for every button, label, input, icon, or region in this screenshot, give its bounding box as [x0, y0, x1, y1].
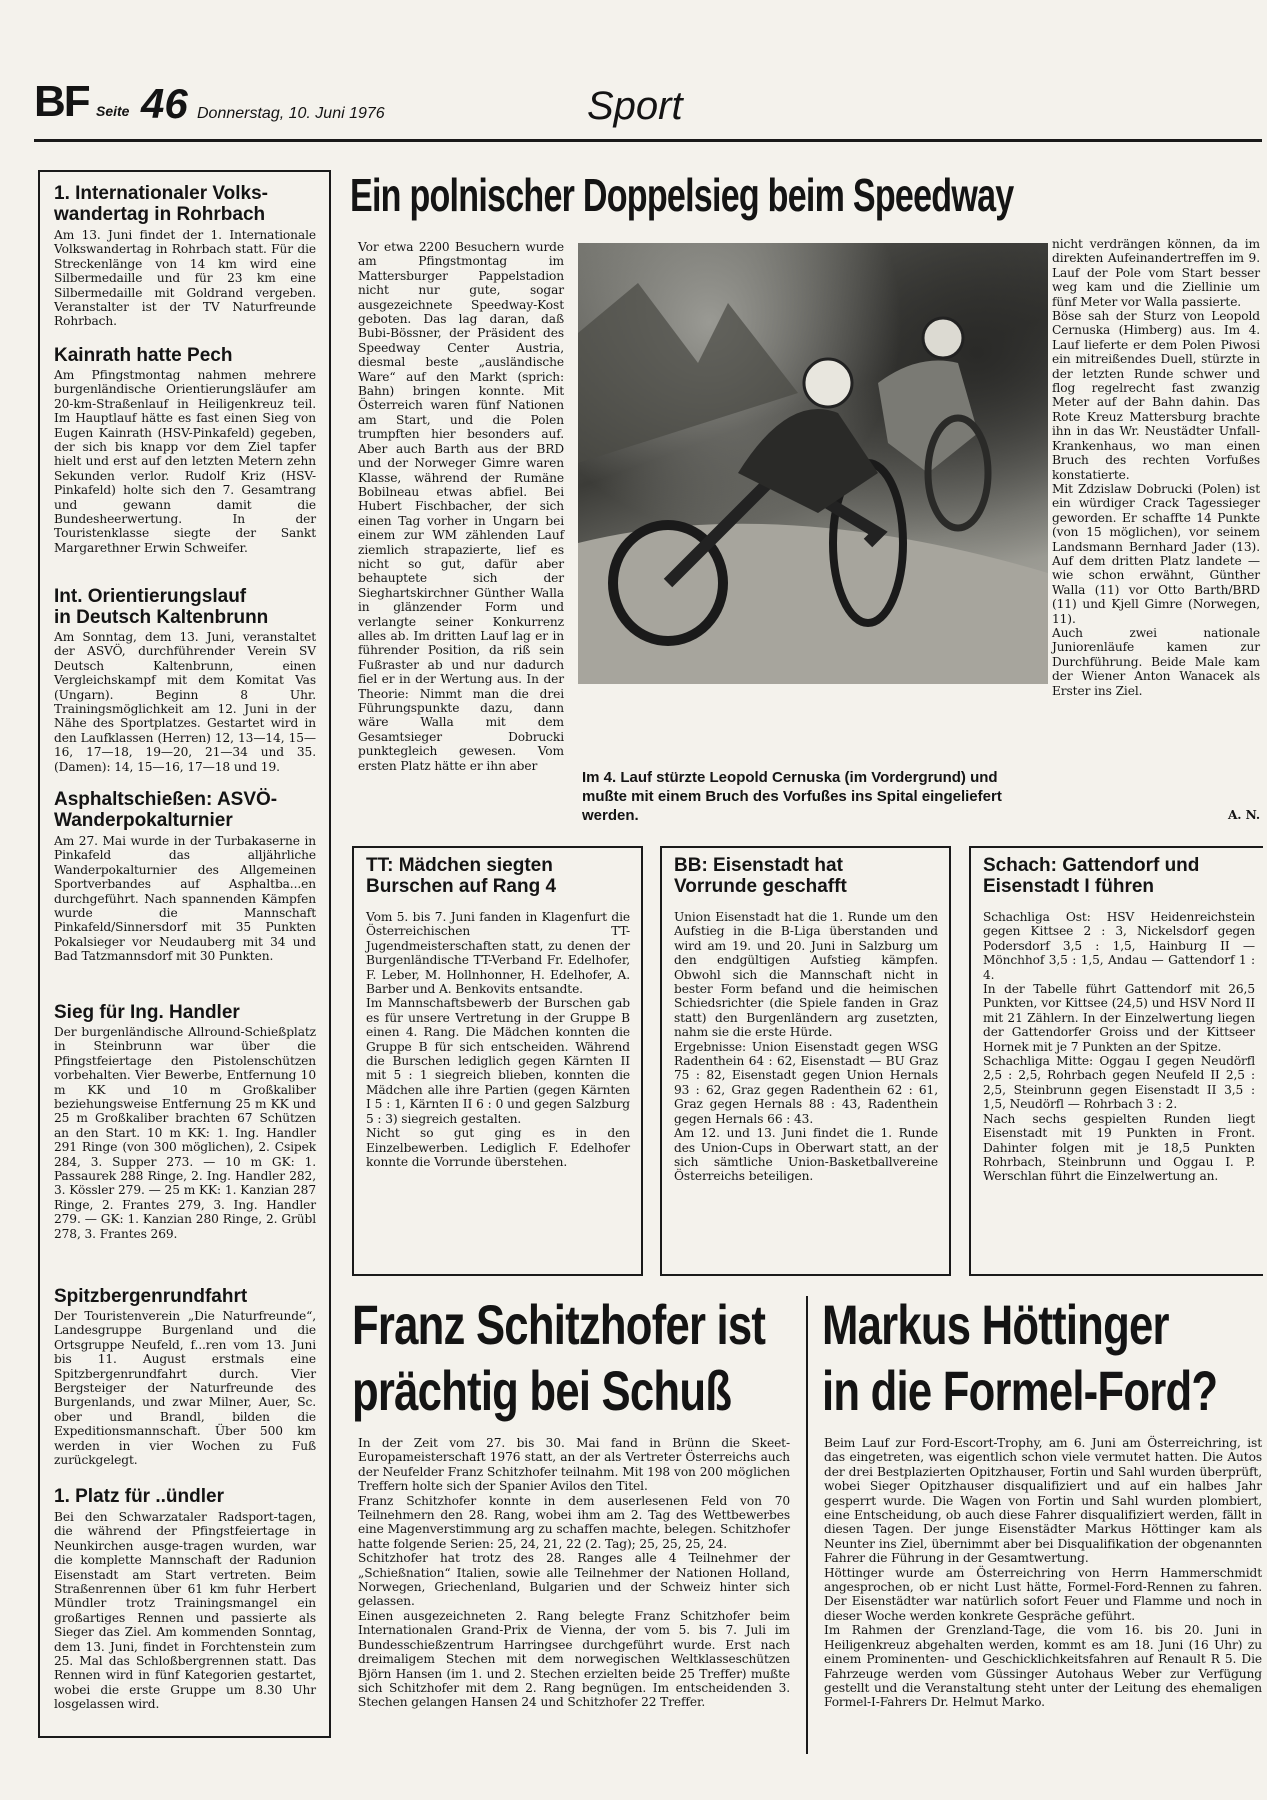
- sidebar-body-muendler: Bei den Schwarzataler Radsport-tagen, die während der Pfingstfeiertage in Neunkirchen ausge-tragen wurden, war die komplette Mannschaft der Radunion Eisenstadt am Start vertreten. Beim Straßenrennen über 61 km fuhr Herbert Mündler trotz Trainingsmangel ein großartiges Rennen und passierte als Sieger das Ziel. Am kommenden Sonntag, dem 13. Juni, findet in Forchtenstein zum 25. Mal das Schloßbergrennen statt. Das Rennen wird in fünf Kategorien gestartet, wobei die erste Gruppe um 8.30 Uhr losgelassen wird.: [54, 1510, 316, 1712]
- tt-body: Vom 5. bis 7. Juni fanden in Klagenfurt die Österreichischen TT-Jugendmeisterschaften statt, zu denen der Burgenländische TT-Verband Fr. Edelhofer, F. Leber, M. Hollnhonner, H. Edelhofer, A. Barber und A. Benkovits entsandte. Im Mannschaftsbewerb der Burschen gab es für unsere Vertretung in der Gruppe B einen 4. Rang. Die Mädchen konnten die Gruppe B für sich entscheiden. Während die Burschen lediglich gegen Kärnten II mit 5 : 1 siegreich blieben, konnten die Mädchen alle ihre Partien (gegen Kärnten I 5 : 1, Kärnten II 6 : 0 und gegen Salzburg 5 : 3) siegreich gestalten. Nicht so gut ging es in den Einzelbewerben. Lediglich F. Edelhofer konnte die Vorrunde überstehen.: [366, 910, 630, 1169]
- schach-body: Schachliga Ost: HSV Heidenreichstein gegen Kittsee 2 : 3, Nickelsdorf gegen Podersdorf 3,5 : 1,5, Hainburg II — Mönchhof 3,5 : 1,5, Andau — Gattendorf 1 : 4. In der Tabelle führt Gattendorf mit 26,5 Punkten, vor Kittsee (24,5) und HSV Nord II mit 21 Zählern. In der Einzelwertung liegen der Gattendorfer Groiss und der Kittseer Hornek mit je 7 Punkten an der Spitze. Schachliga Mitte: Oggau I gegen Neudörfl 2,5 : 2,5, Rohrbach gegen Neufeld II 2,5 : 2,5, Steinbrunn gegen Eisenstadt II 3,5 : 1,5, Neudörfl — Rohrbach 3 : 2. Nach sechs gespielten Runden liegt Eisenstadt mit 19 Punkten in Front. Dahinter folgen mit je 18,5 Punkten Rohrbach, Steinbrunn und Oggau I. P. Werschlan führt die Einzelwertung an.: [983, 910, 1255, 1184]
- page-number: 46: [141, 80, 188, 127]
- bb-body: Union Eisenstadt hat die 1. Runde um den Aufstieg in die B-Liga überstanden und wird am 19. und 20. Juni in Salzburg um den endgültigen Aufstieg kämpfen. Obwohl sich die Mannschaft nicht in bester Form befand und die heimischen Schiedsrichter (die Spiele fanden in Graz statt) den Burgenländern arg zusetzten, nahm sie die erste Hürde. Ergebnisse: Union Eisenstadt gegen WSG Radenthein 64 : 62, Eisenstadt — BU Graz 75 : 82, Eisenstadt gegen Union Hernals 93 : 62, Graz gegen Radenthein 62 : 61, Graz gegen Hernals 88 : 43, Radenthein gegen Hernals 66 : 43. Am 12. und 13. Juni findet die 1. Runde des Union-Cups in Oberwart statt, an der sich sämtliche Union-Basketballvereine Österreichs beteiligen.: [674, 910, 938, 1184]
- sidebar-body-handler: Der burgenländische Allround-Schießplatz in Steinbrunn war über die Pfingstfeiertage den Pistolenschützen vorbehalten. Vier Bewerbe, Entfernung 10 m KK und 10 m Großkaliber beziehungsweise Entfernung 25 m KK und 25 m Großkaliber brachten 67 Schützen an den Start. 10 m KK: 1. Ing. Handler 291 Ringe (von 300 möglichen), 2. Csipek 284, 3. Supper 273. — 10 m GK: 1. Passaurek 288 Ringe, 2. Ing. Handler 282, 3. Kössler 279. — 25 m KK: 1. Kanzian 287 Ringe, 2. Frantes 279, 3. Ing. Handler 279. — GK: 1. Kanzian 280 Ringe, 2. Grübl 278, 3. Frantes 269.: [54, 1025, 316, 1241]
- speedway-photo: [578, 243, 1048, 684]
- bottom-divider: [806, 1296, 808, 1754]
- sidebar-headline-kainrath: Kainrath hatte Pech: [54, 345, 233, 366]
- issue-date: Donnerstag, 10. Juni 1976: [197, 105, 385, 122]
- speedway-headline: Ein polnischer Doppelsieg beim Speedway: [350, 169, 1014, 221]
- masthead-logo: BF: [34, 77, 89, 126]
- sidebar-headline-orientierungslauf: Int. Orientierungslauf in Deutsch Kaltenbrunn: [54, 586, 269, 628]
- speedway-author: A. N.: [1227, 808, 1260, 822]
- schitzhofer-body: In der Zeit vom 27. bis 30. Mai fand in Brünn die Skeet-Europameisterschaft 1976 statt, an der als Vertreter Österreichs auch der Neufelder Franz Schitzhofer teilnahm. Mit 198 von 200 möglichen Treffern holte sich der Spanier Avilos den Titel. Franz Schitzhofer konnte in dem auserlesenen Feld von 70 Teilnehmern den 28. Rang, wobei ihm am 2. Tag des Wettbewerbes eine Magenverstimmung arg zu schaffen machte, belegen. Schitzhofer hatte folgende Serien: 25, 24, 21, 22 (2. Tag); 25, 25, 25, 24. Schitzhofer hat trotz des 28. Ranges alle 4 Teilnehmer der „Schießnation“ Italien, sowie alle Teilnehmer der Nationen Holland, Norwegen, Griechenland, Bulgarien und der Schweiz hinter sich gelassen. Einen ausgezeichneten 2. Rang belegte Franz Schitzhofer beim Internationalen Grand-Prix de Vienna, der vom 5. bis 7. Juli im Bundesschießzentrum Harringsee durchgeführt wurde. Erst nach dreimaligem Stechen mit dem norwegischen Weltklasseschützen Björn Hansen (im 1. und 2. Stechen erzielten beide 25 Treffer) mußte sich Schitzhofer mit dem 2. Rang begnügen. Im entscheidenden 3. Stechen gelangen Hansen 24 und Schitzhofer 22 Treffer.: [358, 1436, 790, 1710]
- sidebar-headline-asphaltschiessen: Asphaltschießen: ASVÖ- Wanderpokalturnier: [54, 789, 278, 831]
- page-label: Seite: [96, 103, 130, 119]
- speedway-column-1: Vor etwa 2200 Besuchern wurde am Pfingstmontag im Mattersburger Pappelstadion nicht nur gute, sogar ausgezeichnete Speedway-Kost geboten. Das lag daran, daß Bubi-Bössner, der Präsident des Speedway Center Austria, diesmal beste „ausländische Ware“ auf den Markt (sprich: Bahn) bringen konnte. Mit Österreich waren fünf Nationen am Start, und die Polen trumpften hier besonders auf. Aber auch Barth aus der BRD und der Norweger Gimre waren Klasse, während der Rumäne Bobilneau etwas abfiel. Bei Hubert Fischbacher, der sich einen Tag vorher in Ungarn bei einem zur WM zählenden Lauf ziemlich strapazierte, lief es nicht so gut, dafür aber behauptete sich der Sieghartskirchner Günther Walla in glänzender Form und verlangte seiner Konkurrenz alles ab. Im dritten Lauf lag er in führender Position, da riß sein Fußraster ab und nur dadurch fiel er in der Wertung aus. In der Theorie: Nimmt man die drei Führungspunkte dazu, dann wäre Walla mit dem Gesamtsieger Dobrucki punktegleich gewesen. Vom ersten Platz hätte er ihn aber: [358, 240, 564, 773]
- schitzhofer-headline: Franz Schitzhofer ist prächtig bei Schuß: [352, 1293, 766, 1422]
- tt-headline: TT: Mädchen siegten Burschen auf Rang 4: [366, 855, 557, 897]
- bb-headline: BB: Eisenstadt hat Vorrunde geschafft: [674, 855, 847, 897]
- sidebar-headline-volkswandertag: 1. Internationaler Volks- wandertag in Rohrbach: [54, 183, 268, 225]
- sidebar-headline-spitzbergen: Spitzbergenrundfahrt: [54, 1286, 248, 1307]
- sidebar-body-asphaltschiessen: Am 27. Mai wurde in der Turbakaserne in Pinkafeld das alljährliche Wanderpokalturnier des Allgemeinen Sportverbandes auf Asphaltba...en durchgeführt. Nach spannenden Kämpfen wurde die Mannschaft Pinkafeld/Sinnersdorf mit 35 Punkten Pokalsieger vor Neudauberg mit 34 und Bad Tatzmannsdorf mit 30 Punkten.: [54, 834, 316, 964]
- hoettinger-headline: Markus Höttinger in die Formel-Ford?: [822, 1293, 1218, 1422]
- schach-headline: Schach: Gattendorf und Eisenstadt I führen: [983, 855, 1200, 897]
- sidebar-headline-muendler: 1. Platz für ..ündler: [54, 1486, 224, 1507]
- speedway-column-3: nicht verdrängen können, da im direkten Aufeinandertreffen im 9. Lauf der Pole vom Start besser weg kam und die Ziellinie um fünf Meter vor Walla passierte. Böse sah der Sturz von Leopold Cernuska (Himberg) aus. Im 4. Lauf lieferte er dem Polen Piwosi ein mitreißendes Duell, stürzte in der letzten Runde schwer und flog regelrecht fast zwanzig Meter auf der Bahn dahin. Das Rote Kreuz Mattersburg brachte ihn in das Wr. Neustädter Unfall-Krankenhaus, wo man einen Bruch des rechten Vorfußes konstatierte. Mit Zdzislaw Dobrucki (Polen) ist ein würdiger Crack Tagessieger geworden. Er schaffte 14 Punkte (von 15 möglichen), vor seinem Landsmann Bernhard Jader (13). Auf dem dritten Platz landete — wie schon erwähnt, Günther Walla (11) vor Otto Barth/BRD (11) und Kjell Gimre (Norwegen, 11). Auch zwei nationale Juniorenläufe kamen zur Durchführung. Beide Male kam der Wiener Anton Wanacek als Erster ins Ziel.: [1052, 237, 1260, 698]
- sidebar-headline-handler: Sieg für Ing. Handler: [54, 1002, 240, 1023]
- motorcycle-racers-image: [578, 243, 1048, 684]
- sidebar-body-spitzbergen: Der Touristenverein „Die Naturfreunde“, Landesgruppe Burgenland und die Ortsgruppe Neufeld, f...ren vom 13. Juni bis 11. August erstmals eine Spitzbergenrundfahrt durch. Vier Bergsteiger der Naturfreunde des Burgenlands, und zwar Milner, Auer, Sc. ober und Brandl, bilden die Expeditionsmannschaft. Über 500 km werden in vier Wochen zu Fuß zurückgelegt.: [54, 1309, 316, 1468]
- section-title: Sport: [587, 84, 683, 128]
- hoettinger-body: Beim Lauf zur Ford-Escort-Trophy, am 6. Juni am Österreichring, ist das eingetreten, was eigentlich schon viele vermutet hatten. Die Autos der drei Bestplazierten Opitzhauser, Fortin und Sahl wurden überprüft, wobei Sieger Opitzhauser disqualifiziert und auf ein halbes Jahr gesperrt wurde. Die Wagen von Fortin und Sahl wurden plombiert, eine Entscheidung, ob auch diese Fahrer disqualifiziert werden, fällt in diesen Tagen. Der junge Eisenstädter Markus Höttinger kam als Neunter ins Ziel, übernimmt aber bei Disqualifikation der obgenannten Fahrer die Führung in der Gesamtwertung. Höttinger wurde am Österreichring von Herrn Hammerschmidt angesprochen, ob er nicht Lust hätte, Formel-Ford-Rennen zu fahren. Der Eisenstädter war natürlich sofort Feuer und Flamme und noch in dieser Woche werden konkrete Gespräche geführt. Im Rahmen der Grenzland-Tage, die vom 16. bis 20. Juni in Heiligenkreuz abgehalten werden, kommt es am 18. Juni (16 Uhr) zu einem Prominenten- und Geschicklichkeitsfahren auf Renault R 5. Die Fahrzeuge werden vom Güssinger Autohaus Weber zur Verfügung gestellt und die Veranstaltung steht unter der Leitung des ehemaligen Formel-I-Fahrers Dr. Helmut Marko.: [824, 1436, 1262, 1710]
- sidebar-body-orientierungslauf: Am Sonntag, dem 13. Juni, veranstaltet der ASVÖ, durchführender Verein SV Deutsch Kaltenbrunn, einen Vergleichskampf mit dem Komitat Vas (Ungarn). Beginn 8 Uhr. Trainingsmöglichkeit am 12. Juni in der Nähe des Sportplatzes. Gestartet wird in den Laufklassen (Herren) 12, 13—14, 15—16, 17—18, 19—20, 21—34 und 35. (Damen): 14, 15—16, 17—18 und 19.: [54, 630, 316, 774]
- sidebar-body-kainrath: Am Pfingstmontag nahmen mehrere burgenländische Orientierungsläufer am 20-km-Straßenlauf in Heiligenkreuz teil. Im Hauptlauf hätte es fast einen Sieg von Eugen Kainrath (HSV-Pinkafeld) gegeben, der sich bis knapp vor dem Ziel tapfer hielt und erst auf den letzten Metern zehn Sekunden verlor. Rudolf Kriz (HSV-Pinkafeld) holte sich den 7. Gesamtrang und gewann damit die Bundesheerwertung. In der Touristenklasse siegte der Sankt Margarethner Erwin Schweifer.: [54, 368, 316, 555]
- sidebar-body-volkswandertag: Am 13. Juni findet der 1. Internationale Volkswandertag in Rohrbach statt. Für die Streckenlänge von 14 km wird eine Silbermedaille und für 23 km eine Silbermedaille mit Goldrand vergeben. Veranstalter ist der TV Naturfreunde Rohrbach.: [54, 228, 316, 329]
- masthead-rule: [34, 139, 1262, 142]
- speedway-photo-caption: Im 4. Lauf stürzte Leopold Cernuska (im Vordergrund) und mußte mit einem Bruch des Vorfußes ins Spital eingeliefert werden.: [582, 769, 1002, 824]
